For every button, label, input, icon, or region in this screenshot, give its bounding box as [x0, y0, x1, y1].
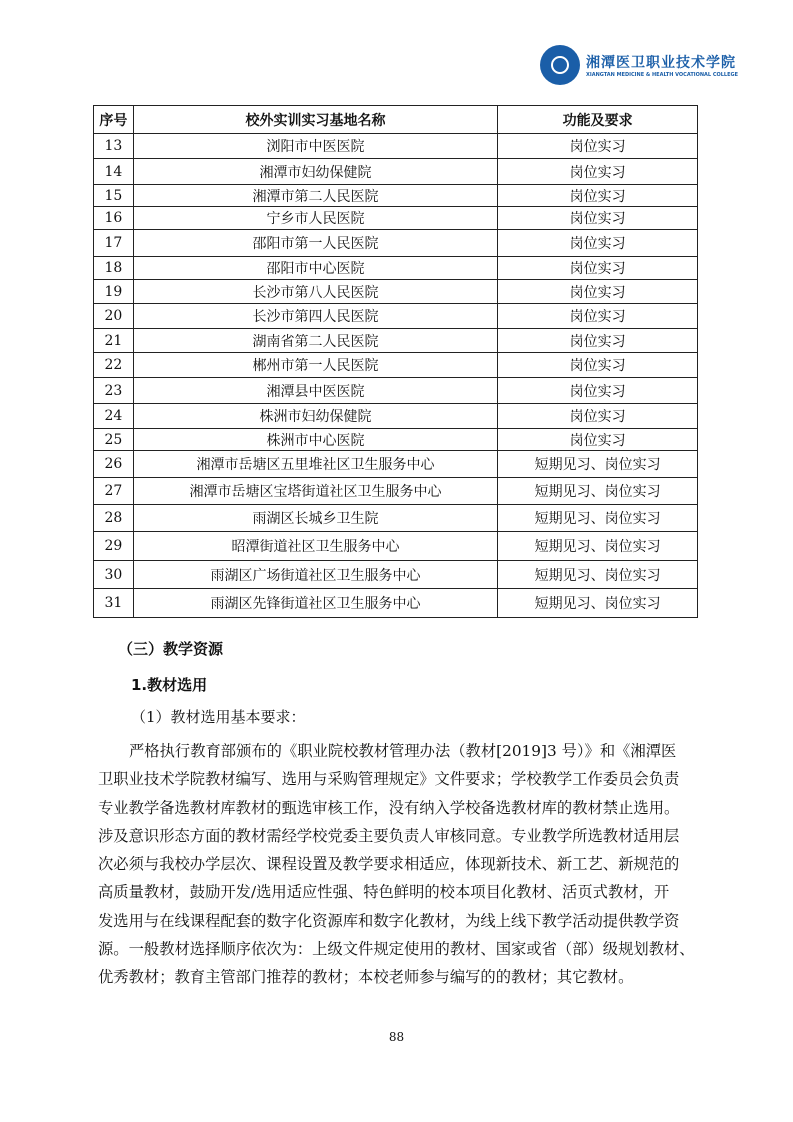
base-name-cell: 长沙市第四人民医院 — [133, 304, 497, 329]
index-cell: 20 — [94, 304, 134, 329]
page-number: 88 — [388, 1030, 405, 1044]
table-row — [94, 378, 698, 404]
function-cell: 岗位实习 — [498, 280, 698, 304]
logo-english-name: XIANGTAN MEDICINE & HEALTH VOCATIONAL COLLEGE — [586, 72, 739, 78]
base-name-cell: 雨湖区长城乡卫生院 — [133, 505, 497, 532]
table-row — [94, 207, 698, 230]
table-row — [94, 589, 698, 618]
table-row — [94, 280, 698, 304]
index-cell: 28 — [94, 505, 134, 532]
function-cell: 短期见习、岗位实习 — [498, 451, 698, 478]
table-row — [94, 257, 698, 280]
index-cell: 30 — [94, 561, 134, 589]
function-cell: 短期见习、岗位实习 — [498, 589, 698, 618]
index-cell: 27 — [94, 478, 134, 505]
index-cell: 26 — [94, 451, 134, 478]
base-name-cell: 湘潭市妇幼保健院 — [133, 159, 497, 185]
function-cell: 岗位实习 — [498, 353, 698, 378]
paragraph-line: 严格执行教育部颁布的《职业院校教材管理办法（教材[2019]3 号）》和《湘潭医 — [129, 742, 677, 760]
base-name-cell: 宁乡市人民医院 — [133, 207, 497, 230]
subsection-heading: 1.教材选用 — [131, 676, 208, 694]
table-row — [94, 185, 698, 207]
function-cell: 岗位实习 — [498, 207, 698, 230]
body-paragraph — [98, 737, 708, 992]
base-name-cell: 邵阳市第一人民医院 — [133, 230, 497, 257]
paragraph-line: 次必须与我校办学层次、课程设置及教学要求相适应，体现新技术、新工艺、新规范的 — [98, 855, 680, 874]
table-row — [94, 561, 698, 589]
table-row — [94, 159, 698, 185]
index-cell: 14 — [94, 159, 134, 185]
base-name-cell: 湖南省第二人民医院 — [133, 329, 497, 353]
paragraph-line: 优秀教材；教育主管部门推荐的教材；本校老师参与编写的的教材；其它教材。 — [98, 968, 634, 987]
function-cell: 短期见习、岗位实习 — [498, 505, 698, 532]
paragraph-line: 专业教学备选教材库教材的甄选审核工作，没有纳入学校备选教材库的教材禁止选用。 — [98, 798, 680, 817]
paragraph-line: 发选用与在线课程配套的数字化资源库和数字化教材，为线上线下教学活动提供教学资 — [98, 911, 680, 930]
base-name-cell: 昭潭街道社区卫生服务中心 — [133, 532, 497, 561]
logo-chinese-name: 湘潭医卫职业技术学院 — [586, 55, 736, 71]
table-row — [94, 353, 698, 378]
table-row — [94, 304, 698, 329]
base-name-cell: 湘潭市岳塘区五里堆社区卫生服务中心 — [133, 451, 497, 478]
index-cell: 25 — [94, 429, 134, 451]
function-cell: 岗位实习 — [498, 159, 698, 185]
base-name-cell: 雨湖区先锋街道社区卫生服务中心 — [133, 589, 497, 618]
section-heading: （三）教学资源 — [118, 640, 224, 658]
base-name-cell: 长沙市第八人民医院 — [133, 280, 497, 304]
index-cell: 19 — [94, 280, 134, 304]
table-row — [94, 429, 698, 451]
table-row — [94, 404, 698, 429]
item-heading: （1）教材选用基本要求： — [131, 708, 306, 726]
base-name-cell: 株洲市中心医院 — [133, 429, 497, 451]
function-cell: 短期见习、岗位实习 — [498, 561, 698, 589]
college-logo — [540, 45, 738, 85]
function-cell: 岗位实习 — [498, 329, 698, 353]
base-name-cell: 雨湖区广场街道社区卫生服务中心 — [133, 561, 497, 589]
function-cell: 岗位实习 — [498, 230, 698, 257]
index-cell: 18 — [94, 257, 134, 280]
paragraph-line: 卫职业技术学院教材编写、选用与采购管理规定》文件要求；学校教学工作委员会负责 — [98, 770, 680, 789]
function-cell: 岗位实习 — [498, 134, 698, 159]
training-base-table — [93, 105, 698, 618]
function-cell: 岗位实习 — [498, 404, 698, 429]
index-cell: 13 — [94, 134, 134, 159]
table-row — [94, 134, 698, 159]
table-row — [94, 329, 698, 353]
header-base-name: 校外实训实习基地名称 — [133, 106, 497, 134]
function-cell: 岗位实习 — [498, 185, 698, 207]
table-row — [94, 230, 698, 257]
header-function: 功能及要求 — [498, 106, 698, 134]
index-cell: 17 — [94, 230, 134, 257]
index-cell: 29 — [94, 532, 134, 561]
function-cell: 短期见习、岗位实习 — [498, 532, 698, 561]
index-cell: 16 — [94, 207, 134, 230]
function-cell: 短期见习、岗位实习 — [498, 478, 698, 505]
table-row — [94, 505, 698, 532]
base-name-cell: 株洲市妇幼保健院 — [133, 404, 497, 429]
header-index: 序号 — [94, 106, 134, 134]
table-row — [94, 532, 698, 561]
index-cell: 15 — [94, 185, 134, 207]
index-cell: 22 — [94, 353, 134, 378]
college-seal-icon — [540, 45, 580, 85]
index-cell: 24 — [94, 404, 134, 429]
table-row — [94, 451, 698, 478]
function-cell: 岗位实习 — [498, 304, 698, 329]
paragraph-line: 高质量教材，鼓励开发/选用适应性强、特色鲜明的校本项目化教材、活页式教材，开 — [98, 883, 670, 902]
paragraph-line: 源。一般教材选择顺序依次为：上级文件规定使用的教材、国家或省（部）级规划教材、 — [98, 940, 695, 959]
base-name-cell: 浏阳市中医医院 — [133, 134, 497, 159]
base-name-cell: 郴州市第一人民医院 — [133, 353, 497, 378]
base-name-cell: 湘潭县中医医院 — [133, 378, 497, 404]
index-cell: 21 — [94, 329, 134, 353]
base-name-cell: 湘潭市岳塘区宝塔街道社区卫生服务中心 — [133, 478, 497, 505]
base-name-cell: 湘潭市第二人民医院 — [133, 185, 497, 207]
function-cell: 岗位实习 — [498, 429, 698, 451]
base-name-cell: 邵阳市中心医院 — [133, 257, 497, 280]
function-cell: 岗位实习 — [498, 378, 698, 404]
paragraph-line: 涉及意识形态方面的教材需经学校党委主要负责人审核同意。专业教学所选教材适用层 — [98, 826, 680, 845]
index-cell: 23 — [94, 378, 134, 404]
table-row — [94, 478, 698, 505]
index-cell: 31 — [94, 589, 134, 618]
function-cell: 岗位实习 — [498, 257, 698, 280]
